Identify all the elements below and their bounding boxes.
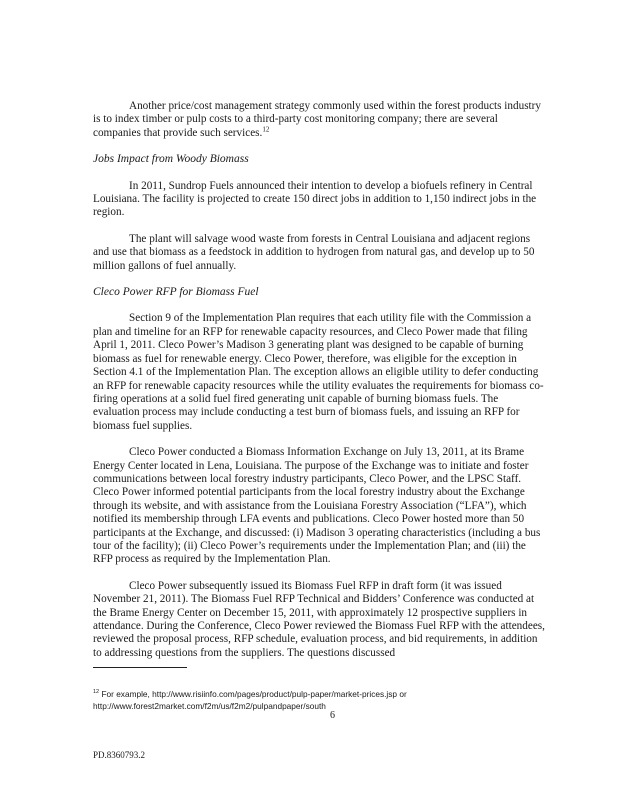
paragraph-price-cost: Another price/cost management strategy commonly used within the forest products industry is to index timber or pulp costs to a third-party cost monitoring company; there are several companies that provide such services.$^{12}$: [93, 100, 541, 139]
footnote-number: 12: [93, 689, 100, 696]
paragraph-section-9: Section 9 of the Implementation Plan requires that each utility file with the Commission a plan and timeline for an RFP for renewable capacity resources, and Cleco Power made that filing April 1, 2011. Cleco Power’s Madison 3 generating plant was designed to be capable of burning biomass as fuel for renewable energy. Cleco Power, therefore, was eligible for the exception in Section 4.1 of the Implementation Plan. The exception allows an eligible utility to defer conducting an RFP for renewable capacity resources while the utility evaluates the requirements for biomass co-firing operations at a solid fuel fired generating unit capable of burning biomass fuels. The evaluation process may include conducting a test burn of biomass fuels, and issuing an RFP for biomass fuel supplies.: [93, 312, 544, 432]
body-text: [93, 100, 547, 660]
footnote: [93, 689, 553, 712]
paragraph-sundrop: In 2011, Sundrop Fuels announced their intention to develop a biofuels refinery in Central Louisiana. The facility is projected to create 150 direct jobs in addition to 1,150 indirect jobs in the region.: [93, 179, 537, 219]
paragraph-information-exchange: Cleco Power conducted a Biomass Information Exchange on July 13, 2011, at its Brame Energy Center located in Lena, Louisiana. The purpose of the Exchange was to initiate and foster communications between local forestry industry participants, Cleco Power, and the LPSC Staff. Cleco Power informed potential participants from the local forestry industry about the Exchange through its website, and with assistance from the Louisiana Forestry Association (“LFA”), which notified its membership through LFA events and publications. Cleco Power hosted more than 50 participants at the Exchange, and discussed: (i) Madison 3 operating characteristics (including a bus tour of the facility); (ii) Cleco Power’s requirements under the Implementation Plan; and (iii) the RFP process as required by the Implementation Plan.: [93, 446, 541, 566]
section-heading-jobs-impact: Jobs Impact from Woody Biomass: [93, 153, 249, 166]
document-id: PD.8360793.2: [93, 750, 146, 760]
paragraph-plant: The plant will salvage wood waste from forests in Central Louisiana and adjacent regions and use that biomass as a feedstock in addition to hydrogen from natural gas, and develop up to 50 million gallons of fuel annually.: [93, 232, 535, 272]
footnote-divider: [93, 667, 187, 668]
paragraph-biomass-rfp: Cleco Power subsequently issued its Biomass Fuel RFP in draft form (it was issued November 21, 2011). The Biomass Fuel RFP Technical and Bidders’ Conference was conducted at the Brame Energy Center on December 15, 2011, with approximately 12 prospective suppliers in attendance. During the Conference, Cleco Power reviewed the Biomass Fuel RFP with the attendees, reviewed the proposal process, RFP schedule, evaluation process, and bid requirements, in addition to addressing questions from the suppliers. The questions discussed: [93, 579, 545, 659]
section-heading-cleco-rfp: Cleco Power RFP for Biomass Fuel: [93, 286, 259, 299]
footnote-text: For example, http://www.risiinfo.com/pages/product/pulp-paper/market-prices.jsp or http://www.forest2market.com/f2m/us/f2m2/pulpandpaper/south: [93, 689, 407, 711]
page-number: 6: [330, 710, 335, 721]
footnote-reference: 12: [262, 125, 270, 134]
